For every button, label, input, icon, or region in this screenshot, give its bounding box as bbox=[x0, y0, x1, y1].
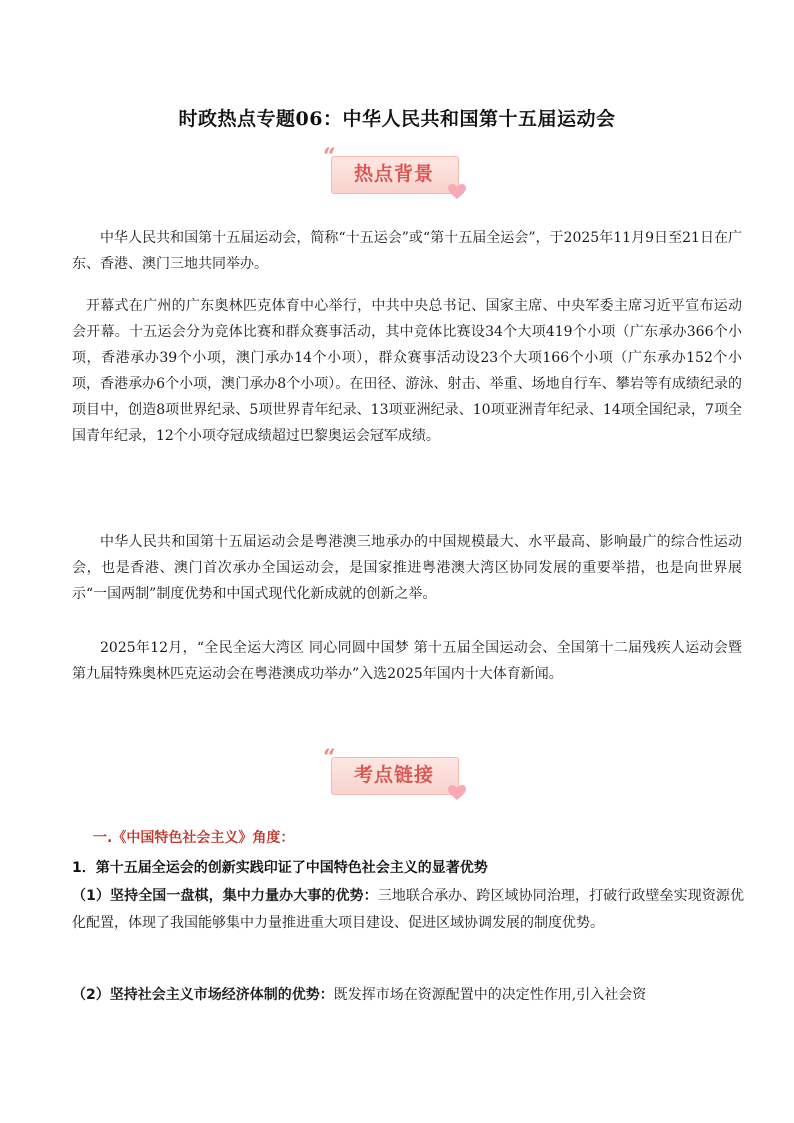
background-paragraph-2: 开幕式在广州的广东奥林匹克体育中心举行，中共中央总书记、国家主席、中央军委主席习近平宣布运动会开幕。十五运会分为竞体比赛和群众赛事活动，其中竞体比赛设34个大项419个小项（广东承办366个小项，香港承办39个小项，澳门承办14个小项），群众赛事活动设23个大项166个小项（广东承办152个小项，香港承办6个小项，澳门承办8个小项）。在田径、游泳、射击、举重、场地自行车、攀岩等有成绩纪录的项目中，创造8项世界纪录、5项世界青年纪录、13项亚洲纪录、10项亚洲青年纪录、14项全国纪录，7项全国青年纪录，12个小项夺冠成绩超过巴黎奥运会冠军成绩。 bbox=[72, 298, 742, 444]
banner-label: 热点背景 bbox=[353, 163, 434, 185]
point-item-2 bbox=[72, 982, 744, 1009]
quote-mark-icon: “ bbox=[323, 745, 336, 771]
background-paragraph-1: 中华人民共和国第十五届运动会，简称“十五运会”或“第十五届全运会”，于2025年11月9日至21日在广东、香港、澳门三地共同举办。 bbox=[72, 230, 742, 272]
heart-icon bbox=[447, 783, 467, 803]
item-text: 三地联合承办、跨区域协同治理，打破行政壁垒实现资源优化配置，体现了我国能够集中力量推进重大项目建设、促进区域协调发展的制度优势。 bbox=[72, 888, 744, 931]
point-item-1 bbox=[72, 883, 744, 937]
item-text: 既发挥市场在资源配置中的决定性作用,引入社会资 bbox=[333, 987, 647, 1003]
section-banner-links bbox=[323, 745, 463, 799]
heart-icon bbox=[447, 182, 467, 202]
background-paragraph-4: 2025年12月，“全民全运大湾区 同心同圆中国梦 第十五届全国运动会、全国第十二届残疾人运动会暨第九届特殊奥林匹克运动会在粤港澳成功举办”入选2025年国内十大体育新闻。 bbox=[72, 640, 742, 682]
background-paragraph-3: 中华人民共和国第十五届运动会是粤港澳三地承办的中国规模最大、水平最高、影响最广的综合性运动会，也是香港、澳门首次承办全国运动会，是国家推进粤港澳大湾区协同发展的重要举措，也是向世界展示“一国两制”制度优势和中国式现代化新成就的创新之举。 bbox=[72, 534, 742, 602]
section-heading: 一.《中国特色社会主义》角度： bbox=[93, 830, 295, 846]
quote-mark-icon: “ bbox=[323, 144, 336, 170]
item-lead: （2）坚持社会主义市场经济体制的优势： bbox=[72, 987, 334, 1003]
document-title: 时政热点专题06：中华人民共和国第十五届运动会 bbox=[178, 108, 616, 130]
section-banner-background bbox=[323, 144, 463, 198]
item-lead: （1）坚持全国一盘棋，集中力量办大事的优势： bbox=[72, 888, 378, 904]
banner-label: 考点链接 bbox=[353, 764, 434, 786]
point-title: 1．第十五届全运会的创新实践印证了中国特色社会主义的显著优势 bbox=[72, 860, 488, 876]
